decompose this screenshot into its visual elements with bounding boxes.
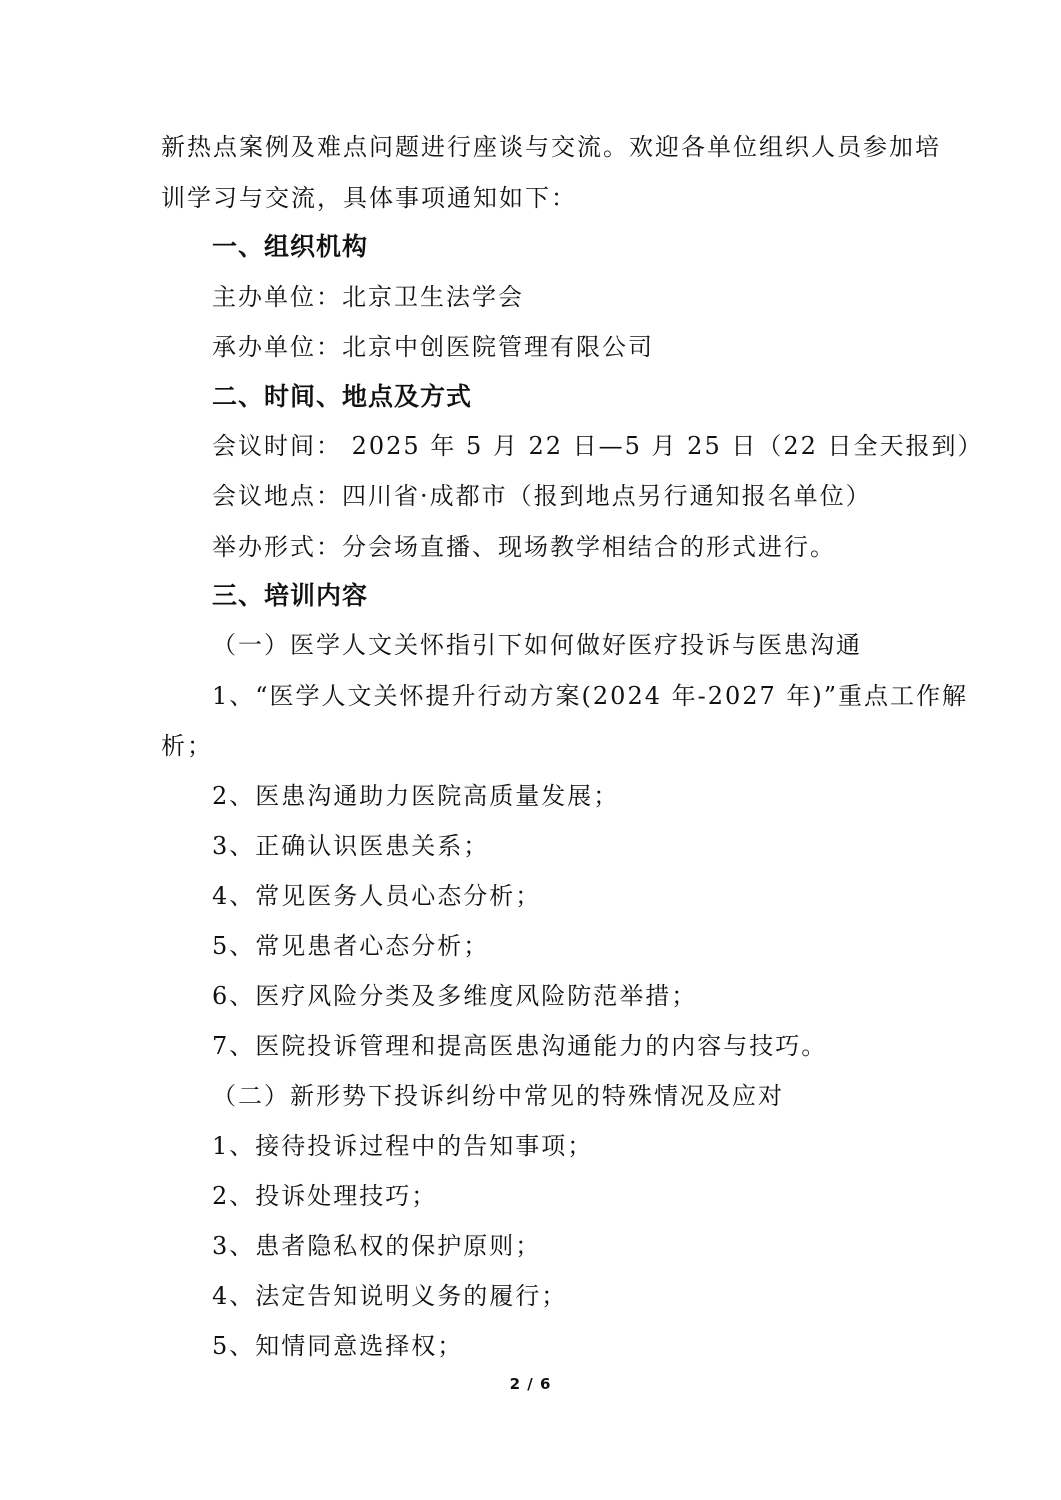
intro-paragraph-line-1: 新热点案例及难点问题进行座谈与交流。欢迎各单位组织人员参加培 bbox=[161, 133, 941, 161]
list-item-1-4: 4、常见医务人员心态分析； bbox=[212, 882, 542, 910]
list-item-2-2: 2、投诉处理技巧； bbox=[212, 1182, 438, 1210]
list-item-1-3: 3、正确认识医患关系； bbox=[212, 832, 490, 860]
list-item-2-1: 1、接待投诉过程中的告知事项； bbox=[212, 1132, 594, 1160]
list-item-1-2: 2、医患沟通助力医院高质量发展； bbox=[212, 782, 620, 810]
host-unit: 主办单位：北京卫生法学会 bbox=[212, 283, 524, 311]
list-item-1-1-line-2: 析； bbox=[161, 732, 213, 760]
subsection-title-2: （二）新形势下投诉纠纷中常见的特殊情况及应对 bbox=[212, 1082, 784, 1110]
list-item-2-4: 4、法定告知说明义务的履行； bbox=[212, 1282, 568, 1310]
list-item-1-7: 7、医院投诉管理和提高医患沟通能力的内容与技巧。 bbox=[212, 1032, 828, 1060]
list-item-1-1-line-1: 1、“医学人文关怀提升行动方案(2024 年-2027 年)”重点工作解 bbox=[212, 682, 969, 710]
page-number: 2 / 6 bbox=[509, 1375, 552, 1393]
meeting-place: 会议地点：四川省·成都市（报到地点另行通知报名单位） bbox=[212, 482, 872, 510]
list-item-1-6: 6、医疗风险分类及多维度风险防范举措； bbox=[212, 982, 698, 1010]
list-item-2-3: 3、患者隐私权的保护原则； bbox=[212, 1232, 542, 1260]
subsection-title-1: （一）医学人文关怀指引下如何做好医疗投诉与医患沟通 bbox=[212, 631, 862, 659]
meeting-time: 会议时间： 2025 年 5 月 22 日—5 月 25 日（22 日全天报到） bbox=[212, 432, 984, 460]
list-item-2-5: 5、知情同意选择权； bbox=[212, 1332, 464, 1360]
meeting-format: 举办形式：分会场直播、现场教学相结合的形式进行。 bbox=[212, 533, 836, 561]
organizer-unit: 承办单位：北京中创医院管理有限公司 bbox=[212, 333, 654, 361]
intro-paragraph-line-2: 训学习与交流，具体事项通知如下： bbox=[161, 184, 577, 212]
section-heading-organization: 一、组织机构 bbox=[212, 232, 369, 261]
section-heading-training-content: 三、培训内容 bbox=[212, 581, 369, 610]
section-heading-time-place: 二、时间、地点及方式 bbox=[212, 382, 473, 411]
list-item-1-5: 5、常见患者心态分析； bbox=[212, 932, 490, 960]
